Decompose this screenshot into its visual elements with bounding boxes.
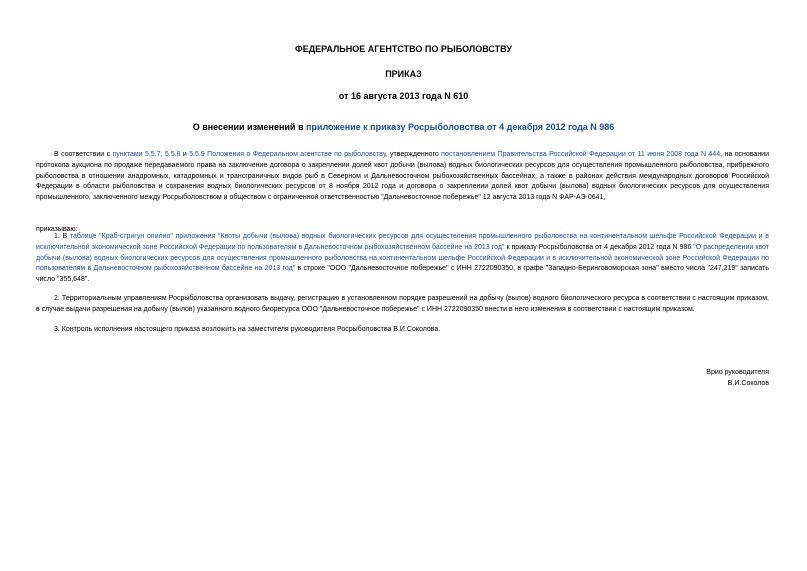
preamble-link-regulation[interactable]: 5.5.9 Положения о Федеральном агентстве по рыболовству bbox=[189, 151, 386, 158]
preamble-text-2: и bbox=[180, 151, 190, 158]
order-word: приказываю: bbox=[36, 226, 78, 233]
preamble-text-4: , на основании протокола аукциона по продаже передаваемого права на заключение договора о закреплении долей квот добычи (вылова) водных биологических ресурсов для осуществления промышленного рыболовства, прибрежного рыболовства в отношении анадромных, катадромных и трансграничных видов рыб в Северном и Дальневосточном рыбохозяйственных бассейнах, а также в районах действия международных договоров Российской Федерации в области рыболовства и сохранения водных биологических ресурсов от 8 ноября 2012 года и договора о закреплении долей квот добычи (вылова) водных биологических ресурсов для осуществления промышленного, заключенного между Росрыболовством и обществом с ограниченной ответственностью "Дальневосточное побережье" 12 августа 2013 года N ФАР-АЭ-0641, bbox=[36, 151, 770, 202]
signatory-name: В.И.Соколов bbox=[727, 380, 769, 387]
item1-text-1: 1. В bbox=[54, 233, 70, 240]
preamble-text-3: , утвержденного bbox=[385, 151, 442, 158]
item1-link-table[interactable]: таблице "Краб-стригун опилио" приложения "Квоты добычи (вылова) водных биологических ресурсов для осуществления промышленного рыболовства на континентальном шельфе Российской Федерации и в исключительной экономической зоне Российской Федерации по пользователям в Дальневосточном рыбохозяйственном бассейне на 2013 год" bbox=[36, 233, 769, 251]
paragraph-item-3 bbox=[36, 325, 769, 336]
paragraph-item-2 bbox=[36, 294, 769, 316]
agency-name: ФЕДЕРАЛЬНОЕ АГЕНТСТВО ПО РЫБОЛОВСТВУ bbox=[295, 44, 512, 54]
item1-text-3: в строке "ООО "Дальневосточное побережье" с ИНН 2722090350, в графе "Западно-Беринговоморская зона" вместо числа "247,219" записать число "355,648". bbox=[36, 265, 769, 284]
title-link[interactable]: приложение к приказу Росрыболовства от 4 декабря 2012 года N 986 bbox=[305, 122, 615, 132]
paragraph-item-1 bbox=[36, 232, 769, 286]
item1-text-2: к приказу Росрыболовства от 4 декабря 2012 года N 986 bbox=[504, 243, 694, 251]
title-prefix: О внесении изменений в bbox=[192, 122, 306, 132]
document-type: ПРИКАЗ bbox=[385, 69, 422, 79]
item2-text: 2. Территориальным управлениям Росрыболовства организовать выдачу, регистрацию в установленном порядке разрешений на добычу (вылов) водного биологического ресурса в соответствии с настоящим приказом, в случае выдачи разрешения на добычу (вылов) указанного водного биоресурса ООО "Дальневосточное побережье" с ИНН 2722090350 внести в него изменения в соответствии с настоящим приказом. bbox=[36, 295, 769, 313]
preamble-link-items[interactable]: пунктами 5.5.7, 5.5.8 bbox=[112, 151, 181, 158]
preamble-text-1: В соответствии с bbox=[54, 151, 113, 158]
item3-text: 3. Контроль исполнения настоящего приказа возложить на заместителя руководителя Росрыболовства В.И.Соколова. bbox=[54, 326, 441, 333]
paragraph-preamble bbox=[36, 150, 769, 204]
preamble-link-resolution[interactable]: постановлением Правительства Российской Федерации от 11 июня 2008 года N 444 bbox=[441, 151, 721, 158]
document-date-number: от 16 августа 2013 года N 610 bbox=[338, 91, 469, 101]
item1-link-order[interactable]: "О распределении квот добычи (вылова) водных биологических ресурсов для осуществления промышленного рыболовства на континентальном шельфе Российской Федерации и в исключительной экономической зоне Российской Федерации по пользователям в Дальневосточном рыбохозяйственном бассейне на 2013 год" bbox=[36, 243, 769, 273]
signatory-position: Врио руководителя bbox=[706, 369, 769, 376]
document-title bbox=[0, 122, 807, 133]
